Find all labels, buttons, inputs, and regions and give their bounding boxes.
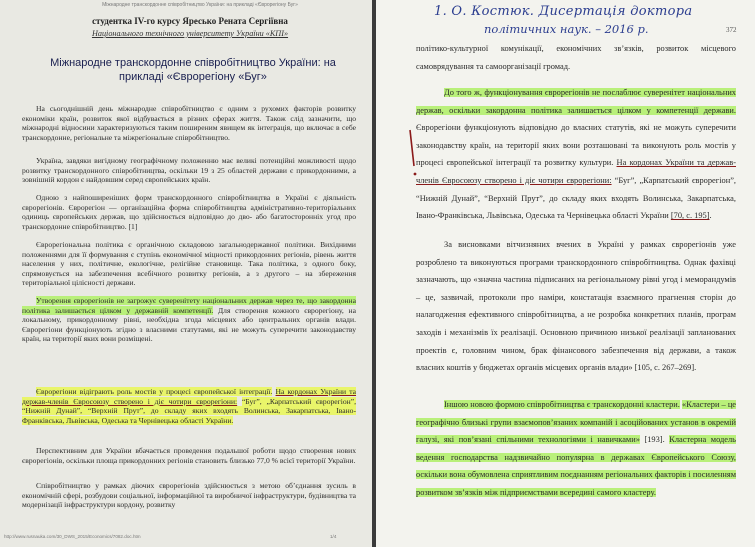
right-paragraph-2-text: Єврорегіони функціонують відповідно до власних статутів, які не можуть суперечити законодавству країн, на території яких вони розташовані та виконують роль мостів у процесі європейської інтеграції та розвитку культури. <box>416 123 736 168</box>
handwritten-note-line-2: політичних наук. – 2016 р. <box>484 22 649 36</box>
exclamation-dot-icon <box>414 173 417 176</box>
browser-header: Міжнародне транскордонне співробітництво України: на прикладі «Єврорегіону Буг» <box>102 2 298 8</box>
highlight-bridges: Єврорегіони відіграють роль мостів у процесі європейської інтеграції. <box>36 387 273 396</box>
article-title: Міжнародне транскордонне співробітництво України: на прикладі «Єврорегіону «Буг» <box>50 57 336 83</box>
right-paragraph-3: За висновками вітчизняних вчених в Україні у рамках єврорегіонів уже розроблено та виконуються програми транскордонного співробітництва. Однак фахівці зазначають, що «значна частина підписаних на регіональному рівні угод і меморандумів – це, зазвичай, протоколи про наміри, констатація взаємного прагнення сторін до налагодження ефективного співробітництва, а не розробка конкретних планів, програм заходів і механізмів їх реалізації. Основною причиною низької реалізації запланованих проектів є, головним чином, брак фінансового забезпечення від держави, а також власних коштів у бюджетах органів місцевих органів влади» [105, с. 267–269]. <box>416 240 736 373</box>
footer-page: 1/4 <box>330 534 337 539</box>
citation-ref-193: [193]. <box>644 435 665 445</box>
paragraph-5: Перспективним для України вбачається проведення подальшої роботи щодо створення нових єврорегіонів, оскільки площа прикордонних регіонів становить близько 77,0 % всієї території України. <box>22 446 356 465</box>
paragraph-2: Україна, завдяки вигідному географічному положенню має великі потенційні можливості щодо розвитку транскордонного співробітництва, оскільки 19 з 25 областей держави є прикордонними, а зовнішній кордон є найдовшим серед європейських країн. <box>22 156 356 185</box>
right-page <box>376 0 755 547</box>
right-paragraph-2-end: . <box>709 211 712 221</box>
highlight-underlined-borders: На кордонах України та держав-членів Євросоюзу створено і діє чотири єврорегіони: <box>22 387 357 406</box>
left-page <box>0 0 372 547</box>
exclamation-mark-icon <box>410 130 414 166</box>
paragraph-sovereignty <box>22 296 356 344</box>
paragraph-1: На сьогоднішній день міжнародне співробітництво є одним з рухомих факторів розвитку економіки країн, розвиток якої відбувається в різних сферах життя. Також слід зазначити, що міжнародні відносини характеризуються таким поширеним явищем як інтеграція, що включає в себе транскордонне, регіональне та міжрегіональне співробітництво. <box>22 104 356 142</box>
highlight-cluster-definition: «Кластери – це географічно близькі групи взаємопов’язаних компаній і асоційованих установ в окремій галузі, які пов’язані спільними технологіями і навичками» <box>416 400 737 445</box>
citation-ref-70: [70, с. 195] <box>670 211 710 221</box>
handwritten-note-line-1: 1. О. Костюк. Дисертація доктора <box>434 4 693 19</box>
underlined-borders-right: На кордонах України та держав-членів Євросоюзу створено і діє чотири єврорегіони: <box>416 158 736 185</box>
paragraph-bridges <box>22 387 356 425</box>
highlight-clusters: Іншою новою формою співробітництва є транскордонні кластери. <box>444 400 680 409</box>
right-paragraph-1: політико-культурної комунікації, економічних зв’язків, розвиток місцевого самоврядування та самоорганізації громад. <box>416 44 736 71</box>
paragraph-6: Співробітництво у рамках діючих єврорегіонів здійснюється з метою об’єднання зусиль в економічній сфері, розбудови соціальної, інформаційної та виробничої інфраструктури, будівництва та модернізації інфраструктури кордону, розвитку <box>22 481 356 510</box>
footer-url: http://www.rusnauka.com/30_DWS_2015/Economics/7082.doc.htm <box>4 534 141 539</box>
pen-marks <box>376 0 755 547</box>
university-name: Національного технічного університету України «КПІ» <box>91 29 289 38</box>
paragraph-4: Єврорегіональна політика є органічною складовою загальнодержавної політики. Вихідними положеннями для її формування є ступінь економічної міцності прикордонних регіонів, рівень життя населення у них, політичне, екологічне, релігійне становище. Така політика, з одного боку, спрямовується на забезпечення всебічного розвитку регіонів, а з другого – на збереження територіальної цілісності держави. <box>22 240 356 288</box>
highlight-cluster-model: Кластерна модель ведення господарства надзвичайно популярна в державах Європейського Союзу, оскільки вона обумовлена сприятливим поєднанням регіональних факторів і посиленням розвитком зв’язків між підприємствами всередині самого кластеру. <box>416 435 736 497</box>
highlight-sovereignty-right: До того ж, функціонування єврорегіонів не послаблює суверенітет національних держав, оскільки закордонна політика залишається цілком у компетенції держави. <box>416 88 736 115</box>
paragraph-sovereignty-rest: Для створення кожного єврорегіону, на локальному, прикордонному рівні, необхідна згода місцевих або центральних органів влади. Єврорегіони функціонують згідно з власними статутами, які не можуть суперечити законодавству країн, на території яких вони розміщені. <box>22 305 356 344</box>
highlight-regions: “Буг”, „Карпатський єврорегіон”, “Нижній Дунай”, “Верхній Прут”, до складу яких входять Волинська, Закарпатська, Івано-Франківська, Львівська, Одеська та Чернівецька області України. <box>22 396 357 425</box>
paragraph-3: Одною з найпоширеніших форм транскордонного співробітництва в Україні є діяльність єврорегіонів. Єврорегіон — організаційна форма співробітництва адміністративно-територіальних одиниць європейських держав, що здійснюється відповідно до дво- або багатосторонніх угод про транскордонне співробітництво. [1] <box>22 193 356 231</box>
highlight-sovereignty: Утворення єврорегіонів не загрожує суверенітету національних держав через те, що закордонна політика залишається цілком у державній компетенції. <box>22 296 356 315</box>
author-name: студентка IV-го курсу Яресько Рената Сергіївна <box>92 16 288 26</box>
page-number: 372 <box>726 26 737 34</box>
right-paragraph-2-regions: “Буг”, „Карпатський єврорегіон”, “Нижній Дунай”, “Верхній Прут”, до складу яких входять Волинська, Закарпатська, Івано-Франківська, Львівська, Одеська та Чернівецька області України <box>416 175 737 221</box>
